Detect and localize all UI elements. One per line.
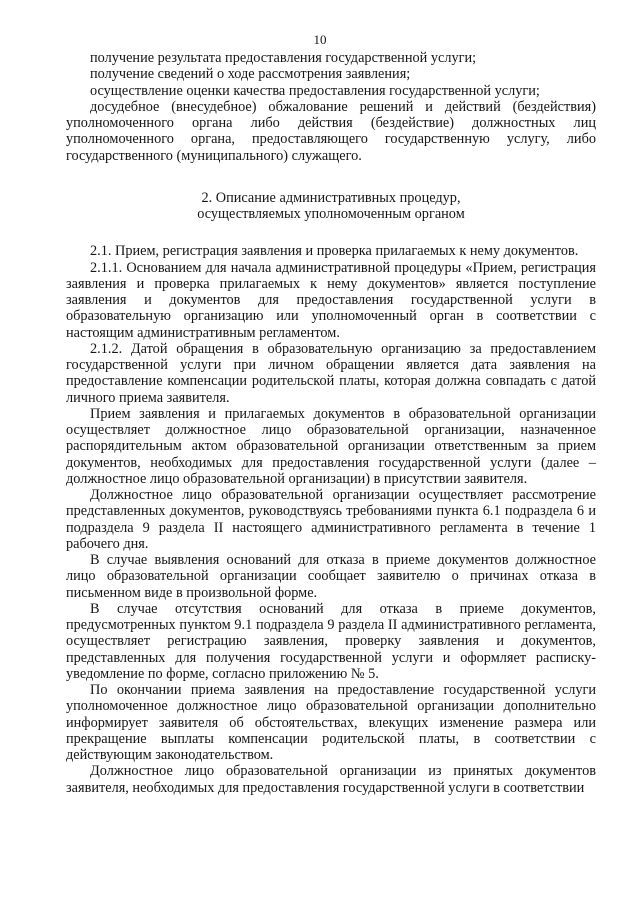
- paragraph: В случае выявления оснований для отказа в приеме документов должностное лицо образовательной организации сообщает заявителю о причинах отказа в письменном виде в произвольной форме.: [66, 552, 596, 601]
- section-heading: [66, 190, 596, 223]
- paragraph: осуществление оценки качества предоставления государственной услуги;: [90, 82, 540, 99]
- paragraph: досудебное (внесудебное) обжалование решений и действий (бездействия) уполномоченного органа либо действия (бездействие) должностных лиц уполномоченного органа, предоставляющего государственную услугу, либо государственного (муниципального) служащего.: [66, 98, 596, 164]
- page-number: 10: [313, 32, 327, 47]
- paragraph: В случае отсутствия оснований для отказа в приеме документов, предусмотренных пунктом 9.1 подраздела 9 раздела II административного регламента, осуществляет регистрацию заявления, проверку заявления и документов, представленных для получения государственной услуги и оформляет расписку-уведомление по форме, согласно приложению № 5.: [66, 600, 596, 682]
- paragraph: получение результата предоставления государственной услуги;: [90, 50, 477, 66]
- paragraph: Должностное лицо образовательной организации осуществляет рассмотрение представленных документов, руководствуясь требованиями пункта 6.1 подраздела 6 и подраздела 9 раздела II настоящего административного регламента в течение 1 рабочего дня.: [66, 487, 596, 552]
- paragraph: По окончании приема заявления на предоставление государственной услуги уполномоченное должностное лицо образовательной организации дополнительно информирует заявителя об обстоятельствах, влекущих изменение размера или прекращение выплаты компенсации родительской платы, в соответствии с действующим законодательством.: [66, 682, 596, 763]
- paragraph: Должностное лицо образовательной организации из принятых документов заявителя, необходимых для предоставления государственной услуги в соответствии: [66, 763, 596, 796]
- paragraph: 2.1. Прием, регистрация заявления и проверка прилагаемых к нему документов.: [90, 243, 579, 260]
- section-heading-line: 2. Описание административных процедур,: [201, 189, 461, 206]
- paragraph: 2.1.2. Датой обращения в образовательную организацию за предоставлением государственной услуги при личном обращении является дата заявления на предоставление компенсации родительской платы, которая должна совпадать с датой личного приема заявителя.: [66, 340, 596, 406]
- paragraph: Прием заявления и прилагаемых документов в образовательной организации осуществляет должностное лицо образовательной организации, назначенное распорядительным актом образовательной организации ответственным за прием документов, необходимых для предоставления государственной услуги (далее – должностное лицо образовательной организации) в присутствии заявителя.: [66, 405, 596, 487]
- paragraph: 2.1.1. Основанием для начала административной процедуры «Прием, регистрация заявления и проверка прилагаемых к нему документов» является поступление заявления и документов для предоставления государственной услуги в образовательную организацию или уполномоченный орган в соответствии с настоящим административным регламентом.: [66, 259, 596, 341]
- section-heading-line: осуществляемых уполномоченным органом: [197, 206, 465, 222]
- paragraph: получение сведений о ходе рассмотрения заявления;: [90, 66, 411, 83]
- document-body: [66, 50, 596, 796]
